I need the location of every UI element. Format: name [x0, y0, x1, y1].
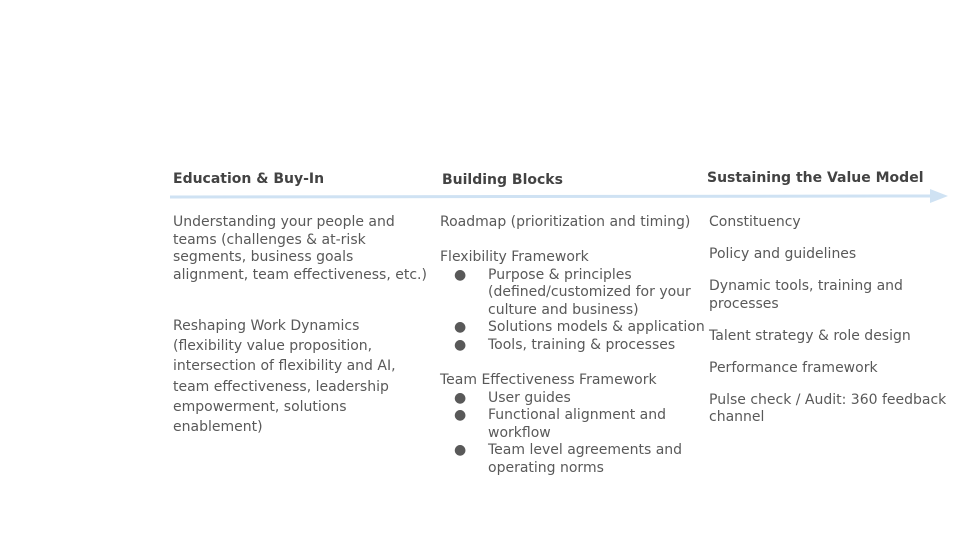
list-item-text: Tools, training & processes: [488, 336, 676, 353]
team-effectiveness-framework-list: [440, 390, 705, 478]
team-effectiveness-framework-title: Team Effectiveness Framework: [440, 372, 657, 388]
column-education: [173, 214, 428, 284]
list-item-text: User guides: [488, 389, 571, 406]
list-item: [440, 337, 705, 355]
sustaining-item-constituency: Constituency: [709, 214, 801, 230]
flexibility-framework-list: [440, 267, 705, 355]
column-education-second: [173, 316, 423, 437]
sustaining-item-policy: Policy and guidelines: [709, 245, 857, 262]
list-item-text: Team level agreements and operating norms: [488, 442, 683, 476]
flexibility-framework-block: [440, 249, 705, 355]
roadmap-text: Roadmap (prioritization and timing): [440, 214, 691, 230]
list-item: [440, 407, 705, 442]
list-item: [440, 442, 705, 477]
list-item: [440, 319, 705, 337]
sustaining-item-pulse-check: Pulse check / Audit: 360 feedback channel: [709, 391, 947, 426]
bullet-icon: ●: [454, 389, 467, 406]
paragraph-reshaping-work-dynamics: Reshaping Work Dynamics (flexibility value proposition, intersection of flexibility and AI, team effectiveness, leadership empowerment, solutions enablement): [173, 318, 396, 436]
column-sustaining: [709, 214, 954, 427]
list-item-text: Purpose & principles (defined/customized for your culture and business): [488, 266, 691, 318]
column-heading-building-blocks: Building Blocks: [442, 172, 563, 188]
list-item: [440, 390, 705, 408]
bullet-icon: ●: [454, 266, 467, 283]
bullet-icon: ●: [454, 442, 467, 459]
sustaining-item-talent-strategy: Talent strategy & role design: [709, 327, 911, 344]
list-item-text: Solutions models & application: [488, 319, 705, 336]
paragraph-understanding-people: Understanding your people and teams (challenges & at-risk segments, business goals alignment, team effectiveness, etc.): [173, 214, 427, 283]
bullet-icon: ●: [454, 336, 467, 353]
timeline-arrow: [170, 188, 950, 204]
bullet-icon: ●: [454, 319, 467, 336]
timeline-arrow-head: [930, 189, 948, 203]
flexibility-framework-title: Flexibility Framework: [440, 249, 589, 265]
team-effectiveness-framework-block: [440, 372, 705, 478]
list-item: [440, 267, 705, 320]
sustaining-item-dynamic-tools: Dynamic tools, training and processes: [709, 277, 903, 312]
column-heading-education: Education & Buy-In: [173, 171, 325, 187]
sustaining-item-performance: Performance framework: [709, 359, 878, 376]
column-heading-sustaining: Sustaining the Value Model: [707, 170, 924, 186]
bullet-icon: ●: [454, 407, 467, 424]
roadmap-block: [440, 214, 705, 232]
timeline-arrow-shaft: [170, 196, 932, 197]
list-item-text: Functional alignment and workflow: [488, 407, 666, 441]
